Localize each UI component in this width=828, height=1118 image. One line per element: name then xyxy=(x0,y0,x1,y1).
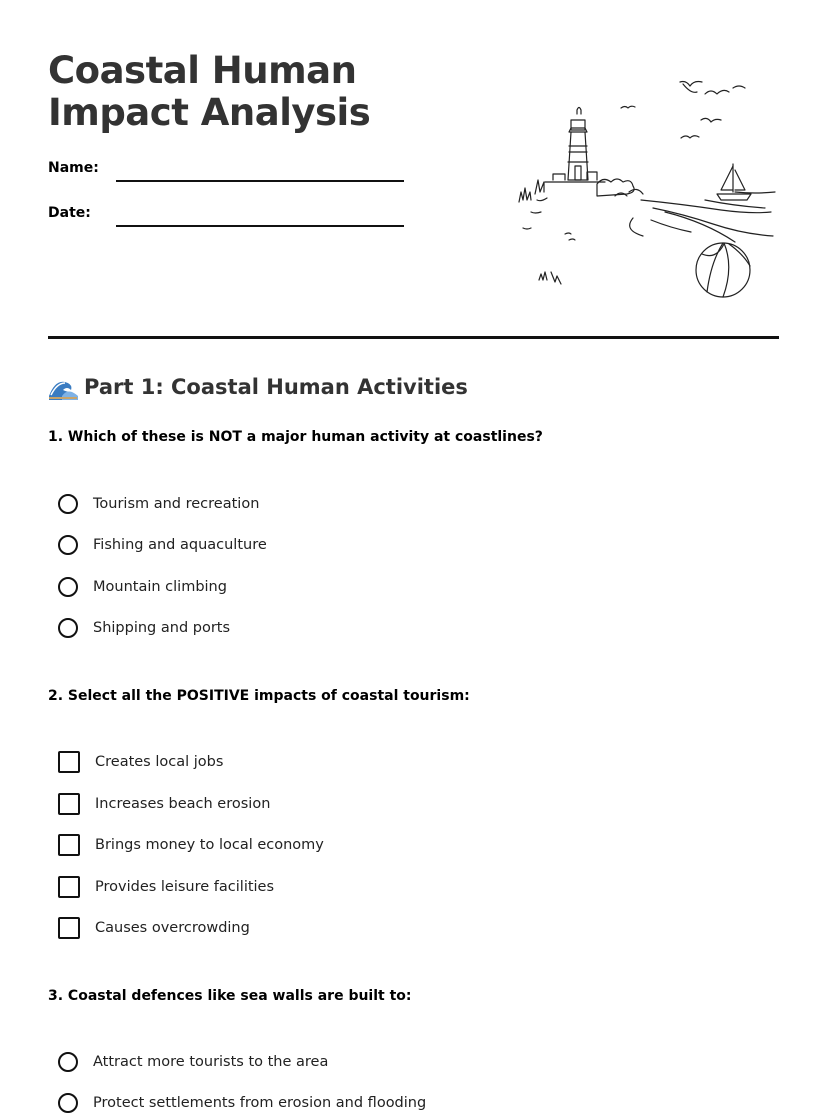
option-label: Brings money to local economy xyxy=(95,837,324,853)
name-label: Name: xyxy=(48,160,99,176)
q1-option-2[interactable] xyxy=(58,533,267,557)
checkbox[interactable] xyxy=(58,834,80,856)
option-label: Increases beach erosion xyxy=(95,796,271,812)
option-label: Fishing and aquaculture xyxy=(93,537,267,553)
checkbox[interactable] xyxy=(58,793,80,815)
checkbox[interactable] xyxy=(58,876,80,898)
q1-option-1[interactable] xyxy=(58,492,259,516)
beach-ball-icon xyxy=(696,243,750,297)
date-label: Date: xyxy=(48,205,91,221)
checkbox[interactable] xyxy=(58,751,80,773)
q3-option-1[interactable] xyxy=(58,1050,328,1074)
rocks-grass xyxy=(519,179,643,284)
q1-option-4[interactable] xyxy=(58,616,230,640)
radio-button[interactable] xyxy=(58,535,78,555)
worksheet-title: Coastal Human Impact Analysis xyxy=(48,49,371,134)
q2-option-5[interactable] xyxy=(58,916,250,940)
shoreline xyxy=(630,192,775,242)
sailboat-icon xyxy=(717,164,751,200)
option-label: Provides leisure facilities xyxy=(95,879,275,895)
part1-heading xyxy=(48,374,468,400)
radio-button[interactable] xyxy=(58,618,78,638)
section-divider xyxy=(48,336,779,339)
option-label: Causes overcrowding xyxy=(95,920,250,936)
option-label: Shipping and ports xyxy=(93,620,231,636)
q2-option-2[interactable] xyxy=(58,792,270,816)
lighthouse-icon xyxy=(545,108,605,183)
question-1: 1. Which of these is NOT a major human activity at coastlines? xyxy=(48,429,543,445)
option-label: Protect settlements from erosion and flooding xyxy=(93,1095,427,1111)
q2-option-4[interactable] xyxy=(58,875,274,899)
part1-title: Part 1: Coastal Human Activities xyxy=(84,375,468,399)
radio-button[interactable] xyxy=(58,494,78,514)
date-field[interactable] xyxy=(116,225,404,227)
radio-button[interactable] xyxy=(58,577,78,597)
radio-button[interactable] xyxy=(58,1052,78,1072)
wave-icon xyxy=(48,374,78,400)
birds-icon xyxy=(621,82,745,139)
option-label: Attract more tourists to the area xyxy=(93,1054,329,1070)
option-label: Tourism and recreation xyxy=(93,496,260,512)
coastal-illustration xyxy=(505,72,785,312)
q2-option-1[interactable] xyxy=(58,750,223,774)
name-field[interactable] xyxy=(116,180,404,182)
question-2: 2. Select all the POSITIVE impacts of coastal tourism: xyxy=(48,688,470,704)
checkbox[interactable] xyxy=(58,917,80,939)
q1-option-3[interactable] xyxy=(58,575,227,599)
q3-option-2[interactable] xyxy=(58,1091,426,1115)
option-label: Mountain climbing xyxy=(93,579,227,595)
question-3: 3. Coastal defences like sea walls are built to: xyxy=(48,988,412,1004)
q2-option-3[interactable] xyxy=(58,833,324,857)
radio-button[interactable] xyxy=(58,1093,78,1113)
option-label: Creates local jobs xyxy=(95,754,224,770)
